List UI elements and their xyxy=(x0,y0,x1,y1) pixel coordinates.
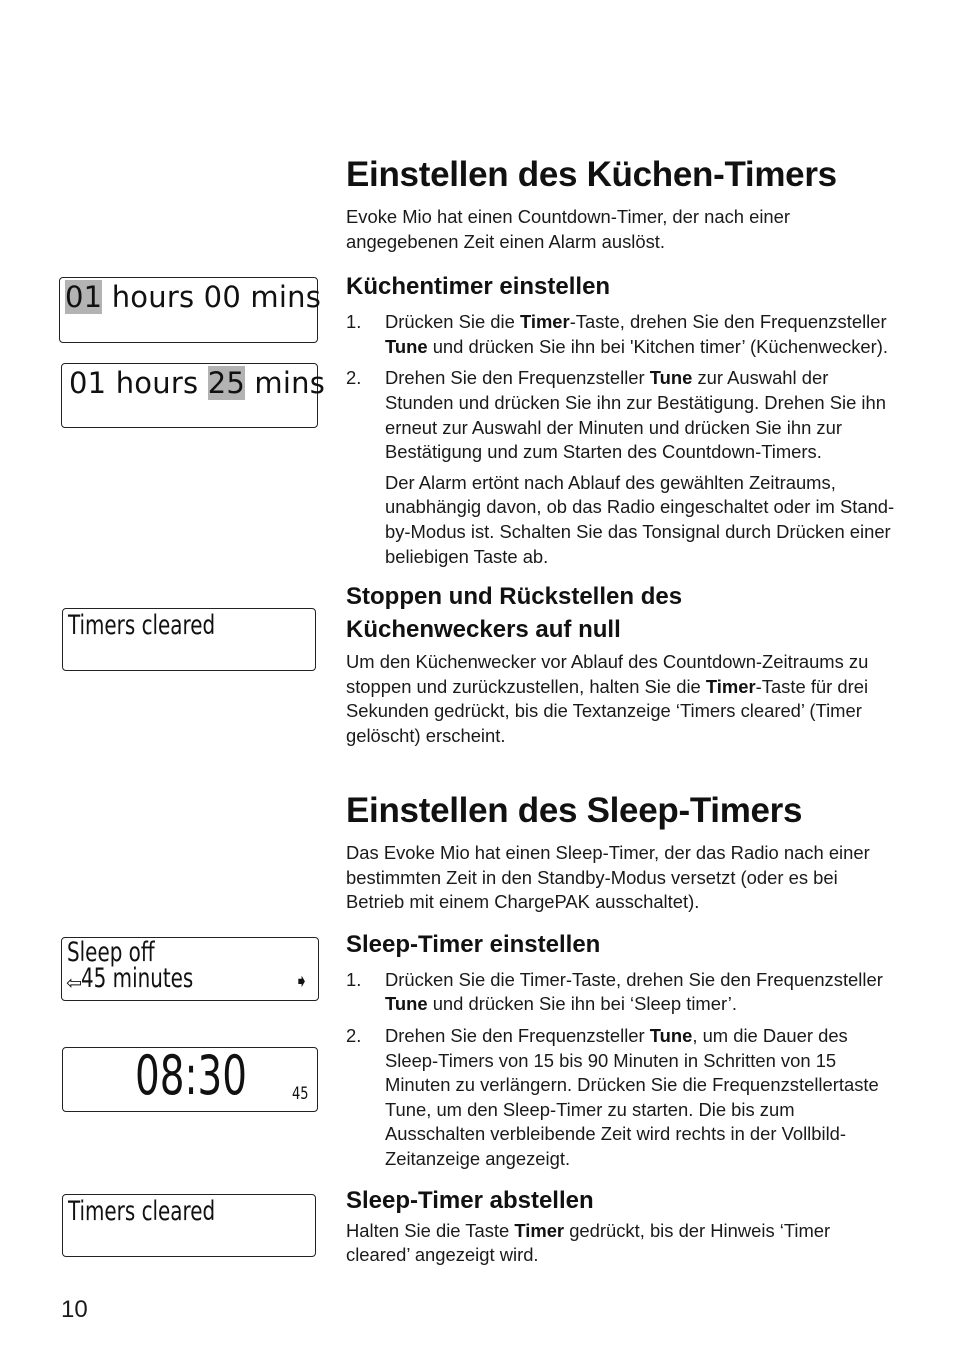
sleep-off-text: Halten Sie die Taste Timer gedrückt, bis der Hinweis ‘Timer cleared’ angezeigt wird. xyxy=(346,1219,831,1266)
kitchen-timer-title: Einstellen des Küchen-Timers xyxy=(346,155,837,194)
lcd-clock-time: 08:30 xyxy=(135,1044,247,1107)
sleep-timer-section xyxy=(346,791,898,1268)
sleep-off-heading: Sleep-Timer abstellen xyxy=(346,1186,594,1214)
lcd-text: Timers cleared xyxy=(68,610,216,641)
alarm-note: Der Alarm ertönt nach Ablauf des gewählten Zeitraums, unabhängig davon, ob das Radio eingeschaltet oder im Stand-by-Modus ist. Schalten Sie das Tonsignal durch Drücken einer beliebigen Taste ab. xyxy=(385,471,895,567)
sleep-intro: Das Evoke Mio hat einen Sleep-Timer, der das Radio nach einer bestimmten Zeit in den Standby-Modus versetzt (oder es bei Betrieb mit einem ChargePAK ausschaltet). xyxy=(346,842,870,913)
kitchen-timer-section xyxy=(346,155,898,749)
kitchen-stop-text: Um den Küchenwecker vor Ablauf des Countdown-Zeitraums zu stoppen und zurückzustellen, halten Sie die Timer-Taste für drei Sekunden gedrückt, bis die Textanzeige ‘Timers cleared’ (Timer gelöscht) erscheint. xyxy=(346,651,869,746)
lcd-highlight: 01 xyxy=(65,280,103,314)
lcd-text: 01 hours 25 mins xyxy=(69,366,326,400)
sleep-steps xyxy=(346,968,898,1172)
lcd-timers-cleared-kitchen xyxy=(62,608,316,671)
lcd-sleep-timer-select xyxy=(61,937,319,1001)
arrow-right-icon: ➧ xyxy=(294,971,310,992)
lcd-timers-cleared-sleep xyxy=(62,1194,316,1257)
list-item: 1. Drücken Sie die Timer-Taste, drehen Sie den Frequenzsteller Tune und drücken Sie ihn bei ‘Sleep timer’. xyxy=(346,968,883,1015)
lcd-line-1: Sleep off xyxy=(67,937,155,968)
kitchen-steps xyxy=(346,310,898,569)
list-item: 2. Drehen Sie den Frequenzsteller Tune, um die Dauer des Sleep-Timers von 15 bis 90 Minuten in Schritten von 15 Minuten zu verlängern. Drücken Sie die Frequenzstellertaste Tune, um den Sleep-Timer zu starten. Die bis zum Ausschalten verbleibende Zeit wird rechts in der Vollbild-Zeitanzeige angezeigt. xyxy=(346,1024,879,1169)
lcd-kitchen-timer-mins xyxy=(61,363,326,428)
kitchen-set-heading: Küchentimer einstellen xyxy=(346,273,611,301)
page-number: 10 xyxy=(61,1296,88,1323)
lcd-text: 01 hours 00 mins xyxy=(65,280,321,314)
lcd-text: Timers cleared xyxy=(68,1196,216,1227)
lcd-line-2: 45 minutes xyxy=(81,963,194,994)
sleep-set-heading: Sleep-Timer einstellen xyxy=(346,930,601,958)
lcd-sleep-remaining: 45 xyxy=(292,1084,309,1104)
sleep-timer-title: Einstellen des Sleep-Timers xyxy=(346,791,803,830)
lcd-highlight: 25 xyxy=(207,366,245,400)
list-item: 2. Drehen Sie den Frequenzsteller Tune zur Auswahl der Stunden und drücken Sie ihn zur Bestätigung. Drehen Sie ihn erneut zur Auswahl der Minuten und drücken Sie ihn zur Bestätigung und zum Starten des Countdown-Timers. Der Alarm ertönt nach Ablauf des gewählten Zeitraums, unabhängig davon, ob das Radio eingeschaltet oder im Stand-by-Modus ist. Schalten Sie das Tonsignal durch Drücken einer beliebigen Taste ab. xyxy=(346,366,898,569)
lcd-kitchen-timer-hours xyxy=(59,277,321,343)
kitchen-intro: Evoke Mio hat einen Countdown-Timer, der nach einer angegebenen Zeit einen Alarm auslöst. xyxy=(346,206,790,252)
lcd-clock-display xyxy=(62,1044,318,1112)
arrow-left-icon: ⇦ xyxy=(66,972,82,994)
list-item: 1. Drücken Sie die Timer-Taste, drehen Sie den Frequenzsteller Tune und drücken Sie ihn bei 'Kitchen timer’ (Küchenwecker). xyxy=(346,311,889,357)
kitchen-stop-heading: Stoppen und Rückstellen des Küchenweckers auf null xyxy=(346,583,683,644)
